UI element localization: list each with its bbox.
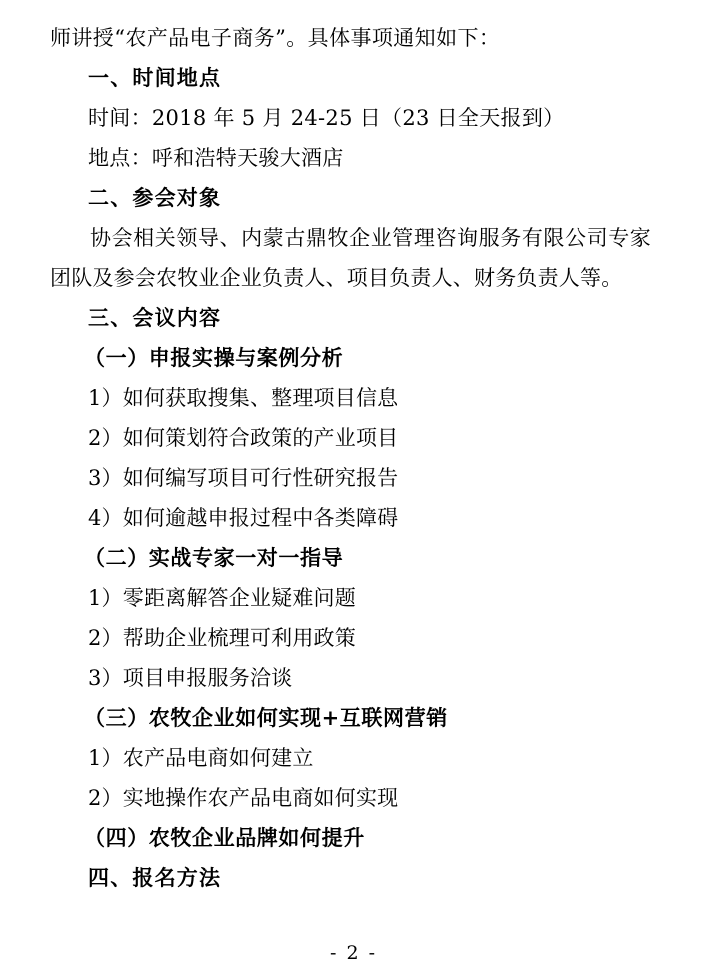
section-heading-2: 二、参会对象 (88, 185, 222, 210)
subsection-title-1: （一）申报实操与案例分析 (84, 345, 344, 370)
subsection-2-item-3: 3）项目申报服务洽谈 (88, 666, 293, 690)
subsection-1-item-4: 4）如何逾越申报过程中各类障碍 (88, 506, 399, 530)
subsection-1-item-1: 1）如何获取搜集、整理项目信息 (88, 386, 399, 410)
section-heading-3: 三、会议内容 (88, 305, 222, 330)
page-number: - 2 - (329, 942, 377, 964)
section-heading-1: 一、时间地点 (88, 65, 222, 90)
subsection-2-item-2: 2）帮助企业梳理可利用政策 (88, 626, 356, 650)
subsection-1-item-3: 3）如何编写项目可行性研究报告 (88, 466, 399, 490)
section-2-paragraph: 协会相关领导、内蒙古鼎牧企业管理咨询服务有限公司专家团队及参会农牧业企业负责人、项目负责人、财务负责人等。 (50, 226, 651, 290)
subsection-title-2: （二）实战专家一对一指导 (84, 545, 344, 570)
section-1-line-2: 地点：呼和浩特天骏大酒店 (88, 146, 344, 170)
subsection-3-item-1: 1）农产品电商如何建立 (88, 746, 314, 770)
subsection-2-item-1: 1）零距离解答企业疑难问题 (88, 586, 356, 610)
section-1-line-1: 时间：2018 年 5 月 24-25 日（23 日全天报到） (88, 106, 565, 130)
subsection-1-item-2: 2）如何策划符合政策的产业项目 (88, 426, 399, 450)
opening-line: 师讲授“农产品电子商务”。具体事项通知如下： (50, 26, 501, 50)
subsection-3-item-2: 2）实地操作农产品电商如何实现 (88, 786, 399, 810)
subsection-title-3: （三）农牧企业如何实现+互联网营销 (84, 705, 448, 730)
subsection-title-4: （四）农牧企业品牌如何提升 (84, 825, 365, 850)
section-heading-4: 四、报名方法 (88, 865, 222, 890)
